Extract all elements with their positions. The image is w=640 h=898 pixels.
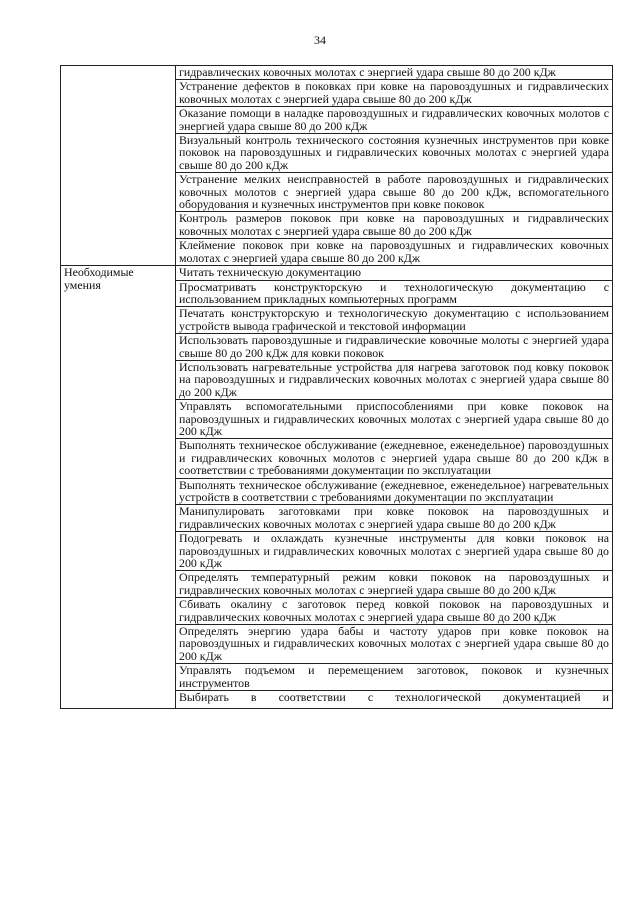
action-item: Устранение дефектов в поковках при ковке на паровоздушных и гидравлических ковочных молотах с энергией удара свыше 80 до 200 кДж xyxy=(176,80,613,107)
table-row xyxy=(61,66,613,80)
action-item: Контроль размеров поковок при ковке на паровоздушных и гидравлических ковочных молотах с энергией удара свыше 80 до 200 кДж xyxy=(176,212,613,239)
skill-item: Просматривать конструкторскую и технологическую документацию с использованием прикладных компьютерных программ xyxy=(176,280,613,307)
empty-label-cell xyxy=(61,66,176,266)
skill-item: Определять температурный режим ковки поковок на паровоздушных и гидравлических ковочных молотах с энергией удара свыше 80 до 200 кДж xyxy=(176,571,613,598)
skill-item: Сбивать окалину с заготовок перед ковкой поковок на паровоздушных и гидравлических ковочных молотах с энергией удара свыше 80 до 200 кДж xyxy=(176,598,613,625)
page-number: 34 xyxy=(314,33,326,47)
skill-item: Определять энергию удара бабы и частоту ударов при ковке поковок на паровоздушных и гидравлических ковочных молотах с энергией удара свыше 80 до 200 кДж xyxy=(176,625,613,664)
skill-item: Управлять вспомогательными приспособлениями при ковке поковок на паровоздушных и гидравлических ковочных молотах с энергией удара свыше 80 до 200 кДж xyxy=(176,400,613,439)
skill-item: Подогревать и охлаждать кузнечные инструменты для ковки поковок на паровоздушных и гидравлических ковочных молотах с энергией удара свыше 80 до 200 кДж xyxy=(176,532,613,571)
section-label-skills: Необходимые умения xyxy=(61,266,176,709)
skill-item: Выполнять техническое обслуживание (ежедневное, еженедельное) нагревательных устройств в соответствии с требованиями документации по эксплуатации xyxy=(176,478,613,505)
action-item: Визуальный контроль технического состояния кузнечных инструментов при ковке поковок на паровоздушных и гидравлических ковочных молотах с энергией удара свыше 80 до 200 кДж xyxy=(176,134,613,173)
skill-item: Использовать нагревательные устройства для нагрева заготовок под ковку поковок на паровоздушных и гидравлических ковочных молотах с энергией удара свыше 80 до 200 кДж xyxy=(176,360,613,399)
action-item: Устранение мелких неисправностей в работе паровоздушных и гидравлических ковочных молотов с энергией удара свыше 80 до 200 кДж, вспомогательного оборудования и кузнечных инструментов при ковке поковок xyxy=(176,173,613,212)
action-item: Клеймение поковок при ковке на паровоздушных и гидравлических ковочных молотах с энергией удара свыше 80 до 200 кДж xyxy=(176,239,613,266)
skill-item: Выполнять техническое обслуживание (ежедневное, еженедельное) паровоздушных и гидравлических ковочных молотов с энергией удара свыше 80 до 200 кДж в соответствии с требованиями документации по эксплуатации xyxy=(176,439,613,478)
skill-item: Выбирать в соответствии с технологической документацией и xyxy=(176,691,613,709)
table-row xyxy=(61,266,613,280)
skill-item: Использовать паровоздушные и гидравлические ковочные молоты с энергией удара свыше 80 до 200 кДж для ковки поковок xyxy=(176,334,613,361)
action-item: Оказание помощи в наладке паровоздушных и гидравлических ковочных молотов с энергией удара свыше 80 до 200 кДж xyxy=(176,107,613,134)
skill-item: Манипулировать заготовками при ковке поковок на паровоздушных и гидравлических ковочных молотах с энергией удара свыше 80 до 200 кДж xyxy=(176,505,613,532)
skill-item: Печатать конструкторскую и технологическую документацию с использованием устройств вывода графической и текстовой информации xyxy=(176,307,613,334)
skill-item: Читать техническую документацию xyxy=(176,266,613,280)
job-functions-table xyxy=(60,65,613,709)
action-item: гидравлических ковочных молотах с энергией удара свыше 80 до 200 кДж xyxy=(176,66,613,80)
skill-item: Управлять подъемом и перемещением заготовок, поковок и кузнечных инструментов xyxy=(176,664,613,691)
